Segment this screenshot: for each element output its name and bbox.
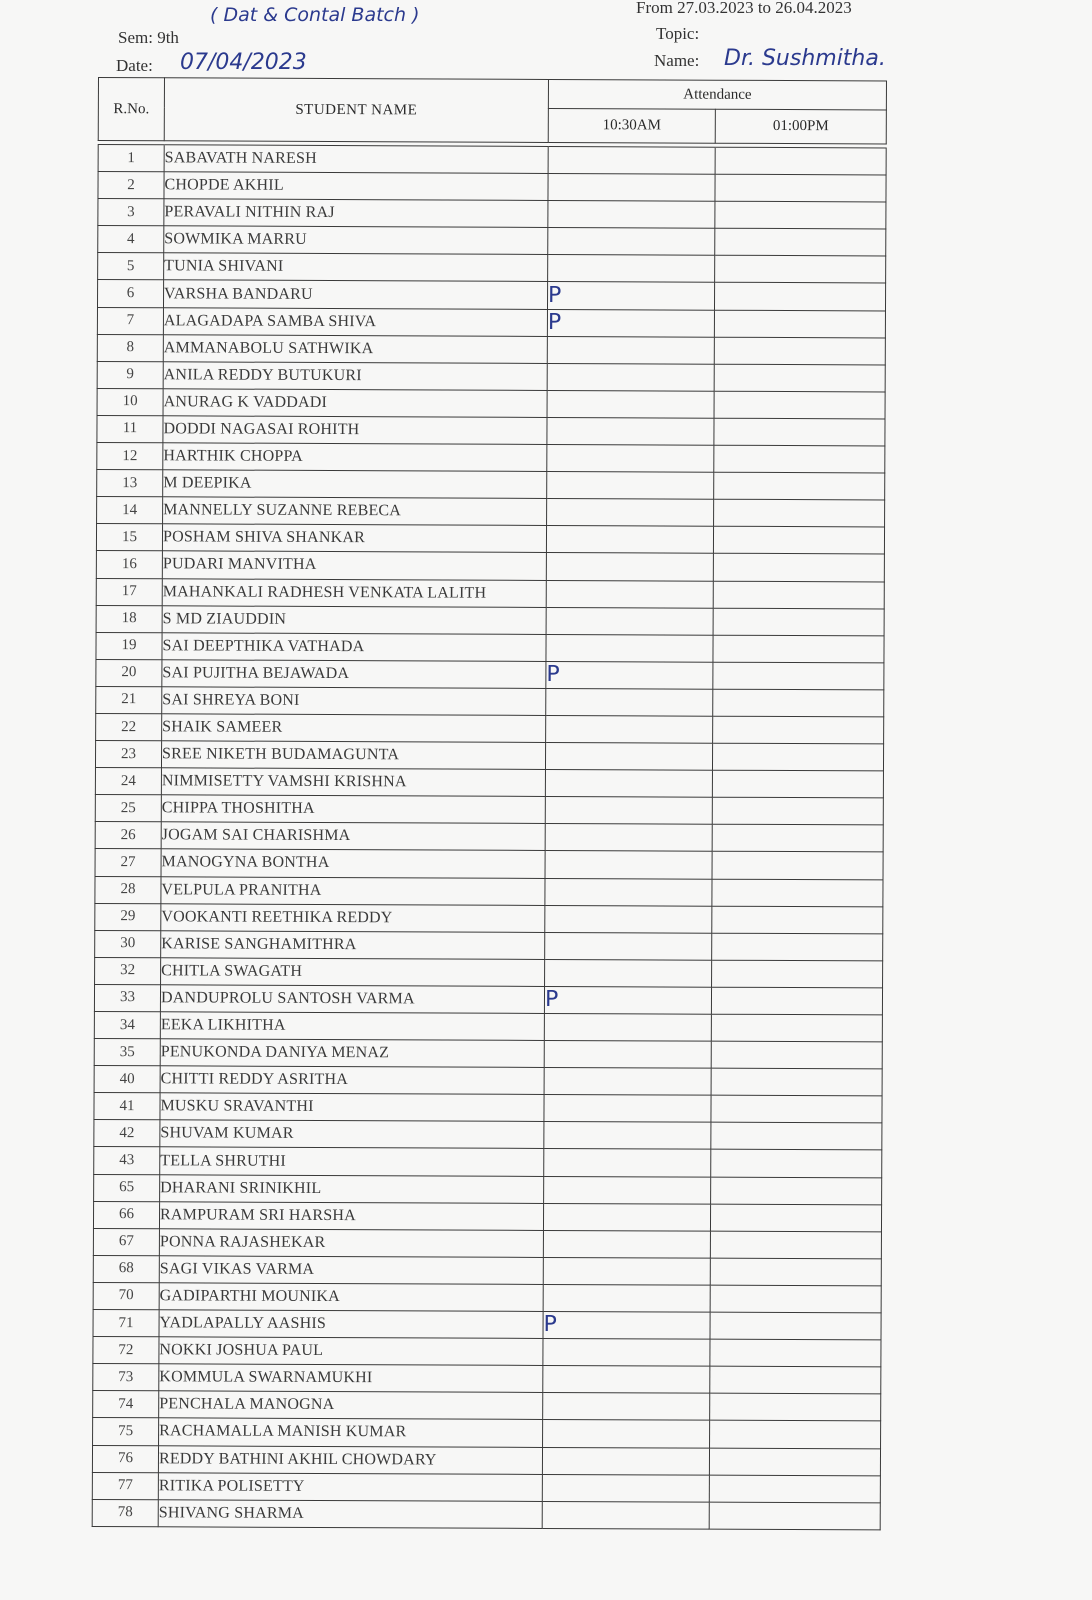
- attendance-0100pm: [712, 906, 883, 934]
- table-row: [94, 1174, 882, 1205]
- student-rno: 77: [92, 1472, 158, 1499]
- table-row: [93, 1310, 881, 1341]
- student-rno: 71: [93, 1310, 159, 1337]
- table-row: [97, 443, 885, 474]
- attendance-1030am: [542, 1474, 709, 1502]
- student-name: DODDI NAGASAI ROHITH: [163, 416, 547, 445]
- rno-header: R.No.: [98, 78, 164, 141]
- attendance-0100pm: [715, 228, 886, 256]
- attendance-0100pm: [711, 1177, 882, 1205]
- table-row: [94, 1120, 882, 1151]
- student-rno: 72: [93, 1337, 159, 1364]
- student-rno: 4: [98, 226, 164, 253]
- student-name: PUDARI MANVITHA: [162, 551, 546, 580]
- attendance-0100pm: [710, 1204, 881, 1232]
- attendance-header: Attendance: [548, 79, 886, 109]
- attendance-table: [92, 77, 887, 1530]
- student-name: MANNELLY SUZANNE REBECA: [163, 497, 547, 526]
- student-name: CHITLA SWAGATH: [161, 958, 545, 987]
- student-rno: 13: [97, 470, 163, 497]
- table-row: [97, 388, 885, 419]
- attendance-1030am: [545, 851, 712, 879]
- slot-1030am-header: 10:30AM: [548, 108, 715, 143]
- attendance-1030am: [543, 1420, 710, 1448]
- student-name: ANURAG K VADDADI: [163, 389, 547, 418]
- table-row: [98, 145, 886, 176]
- student-name: DHARANI SRINIKHIL: [160, 1174, 544, 1203]
- student-rno: 6: [97, 280, 163, 307]
- student-rno: 68: [93, 1255, 159, 1282]
- table-row: [97, 334, 885, 365]
- attendance-1030am: [546, 580, 713, 608]
- student-name: SAI DEEPTHIKA VATHADA: [162, 632, 546, 661]
- table-row: [97, 415, 885, 446]
- student-name: CHOPDE AKHIL: [164, 172, 548, 201]
- attendance-0100pm: [714, 472, 885, 500]
- attendance-0100pm: [715, 147, 886, 175]
- attendance-1030am: [542, 1501, 709, 1529]
- student-rno: 3: [98, 199, 164, 226]
- student-rno: 15: [96, 524, 162, 551]
- attendance-1030am: [547, 472, 714, 500]
- student-rno: 42: [94, 1120, 160, 1147]
- attendance-0100pm: [710, 1285, 881, 1313]
- attendance-0100pm: [713, 716, 884, 744]
- attendance-0100pm: [714, 418, 885, 446]
- table-row: [93, 1282, 881, 1313]
- table-row: [96, 578, 884, 609]
- name-label: Name:: [654, 51, 700, 70]
- topic-label: Topic:: [656, 24, 700, 43]
- table-row: [97, 307, 885, 338]
- student-rno: 29: [95, 903, 161, 930]
- attendance-0100pm: [712, 797, 883, 825]
- student-name: SHAIK SAMEER: [162, 714, 546, 743]
- attendance-0100pm: [714, 445, 885, 473]
- table-row: [95, 957, 883, 988]
- attendance-1030am: [548, 255, 715, 283]
- student-rno: 66: [93, 1201, 159, 1228]
- table-row: [94, 1093, 882, 1124]
- attendance-0100pm: [713, 581, 884, 609]
- student-rno: 74: [93, 1391, 159, 1418]
- student-name: SAI SHREYA BONI: [162, 687, 546, 716]
- attendance-1030am: [546, 634, 713, 662]
- student-rno: 8: [97, 334, 163, 361]
- student-name: CHIPPA THOSHITHA: [161, 795, 545, 824]
- student-name: CHITTI REDDY ASRITHA: [160, 1066, 544, 1095]
- table-row: [98, 172, 886, 203]
- attendance-1030am: [545, 905, 712, 933]
- student-name: REDDY BATHINI AKHIL CHOWDARY: [158, 1445, 542, 1474]
- attendance-1030am: [546, 553, 713, 581]
- table-row: [98, 199, 886, 230]
- attendance-1030am: [544, 1095, 711, 1123]
- attendance-0100pm: [709, 1448, 880, 1476]
- table-row: [94, 1147, 882, 1178]
- attendance-0100pm: [714, 364, 885, 392]
- student-name: RACHAMALLA MANISH KUMAR: [159, 1418, 543, 1447]
- student-name: MUSKU SRAVANTHI: [160, 1093, 544, 1122]
- student-rows: [92, 145, 886, 1530]
- table-row: [98, 226, 886, 257]
- student-name: SAGI VIKAS VARMA: [159, 1256, 543, 1285]
- student-name: SREE NIKETH BUDAMAGUNTA: [161, 741, 545, 770]
- table-row: [96, 524, 884, 555]
- student-rno: 22: [96, 713, 162, 740]
- table-row: [96, 632, 884, 663]
- student-rno: 2: [98, 172, 164, 199]
- student-rno: 20: [96, 659, 162, 686]
- student-rno: 78: [92, 1499, 158, 1526]
- attendance-1030am: P: [547, 309, 714, 337]
- student-name: VARSHA BANDARU: [163, 280, 547, 309]
- table-row: [95, 903, 883, 934]
- attendance-0100pm: [710, 1258, 881, 1286]
- date-range: From 27.03.2023 to 26.04.2023: [636, 0, 852, 17]
- attendance-1030am: [546, 715, 713, 743]
- attendance-1030am: [544, 1149, 711, 1177]
- student-rno: 41: [94, 1093, 160, 1120]
- faculty-name: Dr. Sushmitha.: [724, 46, 886, 71]
- student-rno: 26: [95, 822, 161, 849]
- attendance-0100pm: [710, 1393, 881, 1421]
- attendance-0100pm: [714, 283, 885, 311]
- table-row: [95, 930, 883, 961]
- attendance-1030am: [547, 499, 714, 527]
- student-rno: 21: [96, 686, 162, 713]
- attendance-0100pm: [713, 608, 884, 636]
- attendance-0100pm: [715, 256, 886, 284]
- table-row: [93, 1418, 881, 1449]
- student-name: PENUKONDA DANIYA MENAZ: [160, 1039, 544, 1068]
- table-row: [93, 1391, 881, 1422]
- attendance-0100pm: [710, 1312, 881, 1340]
- attendance-1030am: [545, 743, 712, 771]
- student-name: KARISE SANGHAMITHRA: [161, 931, 545, 960]
- student-name: AMMANABOLU SATHWIKA: [163, 334, 547, 363]
- attendance-0100pm: [714, 391, 885, 419]
- attendance-1030am: [546, 607, 713, 635]
- attendance-1030am: [543, 1230, 710, 1258]
- student-rno: 76: [92, 1445, 158, 1472]
- student-name: PERAVALI NITHIN RAJ: [164, 199, 548, 228]
- student-name: TELLA SHRUTHI: [160, 1147, 544, 1176]
- attendance-1030am: [545, 824, 712, 852]
- student-rno: 19: [96, 632, 162, 659]
- attendance-1030am: [545, 797, 712, 825]
- attendance-1030am: [544, 1176, 711, 1204]
- table-row: [94, 1066, 882, 1097]
- student-name-header: STUDENT NAME: [164, 78, 548, 143]
- attendance-0100pm: [711, 1041, 882, 1069]
- attendance-0100pm: [712, 933, 883, 961]
- attendance-0100pm: [710, 1366, 881, 1394]
- attendance-0100pm: [711, 1014, 882, 1042]
- student-name: RAMPURAM SRI HARSHA: [159, 1201, 543, 1230]
- table-row: [96, 551, 884, 582]
- attendance-0100pm: [710, 1339, 881, 1367]
- student-rno: 24: [95, 768, 161, 795]
- date-value: 07/04/2023: [180, 50, 307, 75]
- attendance-0100pm: [714, 499, 885, 527]
- attendance-1030am: [543, 1203, 710, 1231]
- student-name: M DEEPIKA: [163, 470, 547, 499]
- attendance-0100pm: [715, 201, 886, 229]
- student-name: SABAVATH NARESH: [164, 145, 548, 174]
- student-rno: 28: [95, 876, 161, 903]
- attendance-0100pm: [713, 554, 884, 582]
- attendance-1030am: [545, 932, 712, 960]
- student-name: NOKKI JOSHUA PAUL: [159, 1337, 543, 1366]
- attendance-1030am: [546, 688, 713, 716]
- attendance-1030am: [544, 1041, 711, 1069]
- student-rno: 9: [97, 361, 163, 388]
- student-name: SHIVANG SHARMA: [158, 1499, 542, 1528]
- table-row: [94, 984, 882, 1015]
- attendance-1030am: [543, 1284, 710, 1312]
- student-name: RITIKA POLISETTY: [158, 1472, 542, 1501]
- student-name: DANDUPROLU SANTOSH VARMA: [160, 985, 544, 1014]
- student-name: SHUVAM KUMAR: [160, 1120, 544, 1149]
- attendance-1030am: [547, 417, 714, 445]
- attendance-1030am: [543, 1339, 710, 1367]
- table-row: [93, 1201, 881, 1232]
- student-name: S MD ZIAUDDIN: [162, 605, 546, 634]
- student-name: YADLAPALLY AASHIS: [159, 1310, 543, 1339]
- attendance-0100pm: [712, 879, 883, 907]
- student-rno: 32: [95, 957, 161, 984]
- student-rno: 12: [97, 443, 163, 470]
- student-rno: 65: [94, 1174, 160, 1201]
- attendance-0100pm: [713, 662, 884, 690]
- attendance-1030am: [548, 174, 715, 202]
- attendance-1030am: [543, 1393, 710, 1421]
- attendance-0100pm: [712, 960, 883, 988]
- student-name: MAHANKALI RADHESH VENKATA LALITH: [162, 578, 546, 607]
- attendance-1030am: [544, 1068, 711, 1096]
- student-rno: 27: [95, 849, 161, 876]
- table-row: [96, 686, 884, 717]
- student-rno: 5: [98, 253, 164, 280]
- table-row: [93, 1337, 881, 1368]
- attendance-1030am: P: [547, 282, 714, 310]
- attendance-0100pm: [711, 987, 882, 1015]
- table-row: [95, 822, 883, 853]
- student-name: PENCHALA MANOGNA: [159, 1391, 543, 1420]
- student-rno: 17: [96, 578, 162, 605]
- table-row: [92, 1499, 880, 1530]
- student-rno: 10: [97, 388, 163, 415]
- attendance-0100pm: [713, 689, 884, 717]
- attendance-1030am: [548, 228, 715, 256]
- student-name: POSHAM SHIVA SHANKAR: [162, 524, 546, 553]
- attendance-1030am: [542, 1447, 709, 1475]
- table-row: [95, 768, 883, 799]
- attendance-0100pm: [712, 770, 883, 798]
- student-rno: 70: [93, 1282, 159, 1309]
- student-rno: 33: [94, 984, 160, 1011]
- student-name: NIMMISETTY VAMSHI KRISHNA: [161, 768, 545, 797]
- attendance-1030am: P: [544, 986, 711, 1014]
- student-rno: 75: [93, 1418, 159, 1445]
- student-rno: 40: [94, 1066, 160, 1093]
- student-name: PONNA RAJASHEKAR: [159, 1229, 543, 1258]
- attendance-0100pm: [712, 743, 883, 771]
- attendance-1030am: P: [543, 1311, 710, 1339]
- student-rno: 34: [94, 1011, 160, 1038]
- attendance-1030am: [544, 1122, 711, 1150]
- student-name: SOWMIKA MARRU: [164, 226, 548, 255]
- attendance-0100pm: [714, 310, 885, 338]
- student-name: JOGAM SAI CHARISHMA: [161, 822, 545, 851]
- student-name: ALAGADAPA SAMBA SHIVA: [163, 307, 547, 336]
- table-row: [97, 470, 885, 501]
- table-row: [96, 659, 884, 690]
- student-name: TUNIA SHIVANI: [164, 253, 548, 282]
- table-row: [96, 713, 884, 744]
- attendance-1030am: [544, 1013, 711, 1041]
- attendance-0100pm: [714, 337, 885, 365]
- attendance-1030am: [547, 444, 714, 472]
- attendance-1030am: [546, 526, 713, 554]
- student-name: VELPULA PRANITHA: [161, 876, 545, 905]
- attendance-1030am: [547, 363, 714, 391]
- student-name: EEKA LIKHITHA: [160, 1012, 544, 1041]
- student-name: MANOGYNA BONTHA: [161, 849, 545, 878]
- student-rno: 35: [94, 1039, 160, 1066]
- attendance-0100pm: [711, 1095, 882, 1123]
- table-row: [93, 1364, 881, 1395]
- attendance-0100pm: [710, 1231, 881, 1259]
- student-name: ANILA REDDY BUTUKURI: [163, 362, 547, 391]
- student-name: HARTHIK CHOPPA: [163, 443, 547, 472]
- attendance-0100pm: [711, 1123, 882, 1151]
- attendance-1030am: [547, 336, 714, 364]
- attendance-0100pm: [710, 1421, 881, 1449]
- semester-label: Sem: 9th: [118, 28, 179, 47]
- attendance-0100pm: [711, 1068, 882, 1096]
- attendance-0100pm: [712, 852, 883, 880]
- attendance-0100pm: [711, 1150, 882, 1178]
- table-row: [95, 876, 883, 907]
- table-row: [93, 1228, 881, 1259]
- attendance-1030am: [543, 1366, 710, 1394]
- table-row: [98, 253, 886, 284]
- student-rno: 18: [96, 605, 162, 632]
- table-row: [95, 741, 883, 772]
- attendance-1030am: [547, 390, 714, 418]
- attendance-0100pm: [713, 527, 884, 555]
- student-rno: 14: [97, 497, 163, 524]
- attendance-0100pm: [709, 1475, 880, 1503]
- attendance-1030am: [545, 959, 712, 987]
- student-name: KOMMULA SWARNAMUKHI: [159, 1364, 543, 1393]
- student-rno: 16: [96, 551, 162, 578]
- table-row: [92, 1472, 880, 1503]
- table-row: [92, 1445, 880, 1476]
- student-rno: 7: [97, 307, 163, 334]
- attendance-1030am: [545, 770, 712, 798]
- batch-note: ( Dat & Contal Batch ): [210, 4, 420, 26]
- student-rno: 67: [93, 1228, 159, 1255]
- attendance-1030am: [548, 146, 715, 174]
- table-row: [95, 849, 883, 880]
- student-rno: 23: [95, 741, 161, 768]
- student-rno: 73: [93, 1364, 159, 1391]
- table-row: [94, 1011, 882, 1042]
- table-row: [93, 1255, 881, 1286]
- table-row: [97, 361, 885, 392]
- attendance-0100pm: [713, 635, 884, 663]
- attendance-1030am: [545, 878, 712, 906]
- attendance-1030am: [543, 1257, 710, 1285]
- table-row: [97, 497, 885, 528]
- slot-0100pm-header: 01:00PM: [715, 109, 886, 144]
- attendance-0100pm: [715, 174, 886, 202]
- student-rno: 11: [97, 415, 163, 442]
- student-rno: 30: [95, 930, 161, 957]
- student-name: SAI PUJITHA BEJAWADA: [162, 660, 546, 689]
- student-name: GADIPARTHI MOUNIKA: [159, 1283, 543, 1312]
- date-label: Date:: [116, 56, 153, 75]
- student-rno: 25: [95, 795, 161, 822]
- student-rno: 43: [94, 1147, 160, 1174]
- table-row: [95, 795, 883, 826]
- table-row: [97, 280, 885, 311]
- table-row: [96, 605, 884, 636]
- table-row: [94, 1039, 882, 1070]
- student-rno: 1: [98, 145, 164, 172]
- attendance-0100pm: [709, 1502, 880, 1530]
- student-name: VOOKANTI REETHIKA REDDY: [161, 903, 545, 932]
- attendance-1030am: P: [546, 661, 713, 689]
- attendance-0100pm: [712, 825, 883, 853]
- attendance-1030am: [548, 201, 715, 229]
